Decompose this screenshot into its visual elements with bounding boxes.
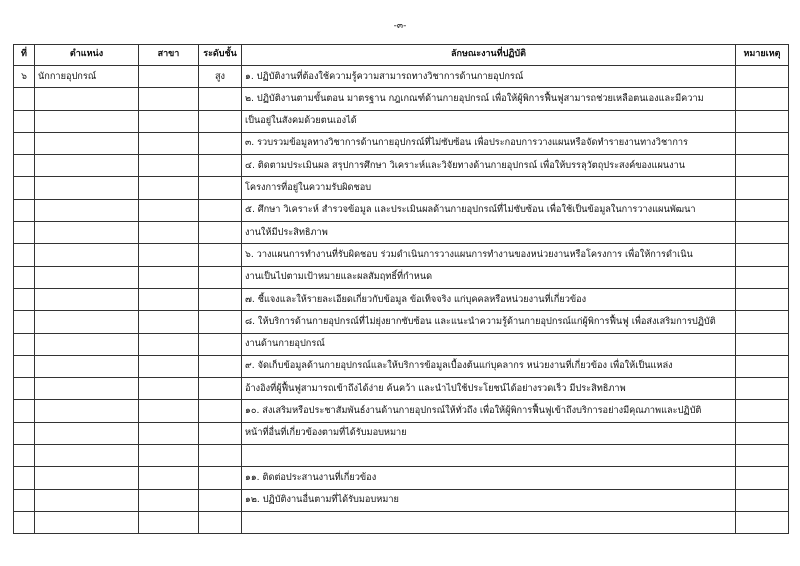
- cell-duty: เป็นอยู่ในสังคมด้วยตนเองได้: [242, 110, 736, 132]
- cell-no: [14, 244, 35, 266]
- cell-duty: ๕. ศึกษา วิเคราะห์ สำรวจข้อมูล และประเมินผลด้านกายอุปกรณ์ที่ไม่ซับซ้อน เพื่อใช้เป็นข้อมูลในการวางแผนพัฒนา: [242, 199, 736, 221]
- cell-remarks: [736, 199, 789, 221]
- page-number: -๓-: [393, 21, 407, 31]
- cell-duty: ๑๑. ติดต่อประสานงานที่เกี่ยวข้อง: [242, 467, 736, 489]
- cell-no: [14, 400, 35, 422]
- cell-duty: ๒. ปฏิบัติงานตามขั้นตอน มาตรฐาน กฎเกณฑ์ด้านกายอุปกรณ์ เพื่อให้ผู้พิการฟื้นฟูสามารถช่วยเหลือตนเองและมีความ: [242, 88, 736, 110]
- cell-level: [199, 333, 242, 355]
- cell-branch: [139, 489, 199, 511]
- cell-branch: [139, 355, 199, 377]
- cell-position: [35, 132, 139, 154]
- cell-position: [35, 177, 139, 199]
- cell-branch: [139, 199, 199, 221]
- cell-position: [35, 311, 139, 333]
- cell-remarks: [736, 378, 789, 400]
- cell-level: [199, 311, 242, 333]
- cell-branch: [139, 311, 199, 333]
- cell-remarks: [736, 467, 789, 489]
- cell-position: [35, 489, 139, 511]
- cell-remarks: [736, 88, 789, 110]
- table-row: [14, 422, 789, 444]
- cell-duty: ๗. ชี้แจงและให้รายละเอียดเกี่ยวกับข้อมูล ข้อเท็จจริง แก่บุคคลหรือหน่วยงานที่เกี่ยวข้อง: [242, 288, 736, 310]
- cell-level: [199, 132, 242, 154]
- cell-position: [35, 155, 139, 177]
- cell-position: [35, 400, 139, 422]
- cell-no: [14, 222, 35, 244]
- cell-no: [14, 445, 35, 467]
- cell-duty: งานให้มีประสิทธิภาพ: [242, 222, 736, 244]
- header-branch: สาขา: [139, 45, 199, 66]
- table-row: [14, 266, 789, 288]
- cell-position: [35, 445, 139, 467]
- cell-position: [35, 288, 139, 310]
- cell-remarks: [736, 511, 789, 533]
- cell-remarks: [736, 400, 789, 422]
- cell-level: [199, 177, 242, 199]
- cell-remarks: [736, 66, 789, 88]
- cell-level: [199, 155, 242, 177]
- table-header-row: [14, 45, 789, 66]
- cell-position: [35, 467, 139, 489]
- cell-no: [14, 422, 35, 444]
- cell-remarks: [736, 311, 789, 333]
- cell-position: นักกายอุปกรณ์: [35, 66, 139, 88]
- cell-no: [14, 355, 35, 377]
- header-no: ที่: [14, 45, 35, 66]
- cell-remarks: [736, 422, 789, 444]
- cell-remarks: [736, 266, 789, 288]
- cell-branch: [139, 244, 199, 266]
- table-row: [14, 311, 789, 333]
- table-row: [14, 222, 789, 244]
- cell-branch: [139, 266, 199, 288]
- cell-branch: [139, 400, 199, 422]
- table-row: [14, 378, 789, 400]
- cell-no: [14, 489, 35, 511]
- cell-no: [14, 199, 35, 221]
- cell-position: [35, 244, 139, 266]
- table-row: [14, 110, 789, 132]
- cell-duty: หน้าที่อื่นที่เกี่ยวข้องตามที่ได้รับมอบหมาย: [242, 422, 736, 444]
- cell-no: [14, 132, 35, 154]
- cell-position: [35, 378, 139, 400]
- cell-level: [199, 110, 242, 132]
- cell-duty: ๔. ติดตามประเมินผล สรุปการศึกษา วิเคราะห์และวิจัยทางด้านกายอุปกรณ์ เพื่อให้บรรลุวัตถุประสงค์ของแผนงาน: [242, 155, 736, 177]
- cell-level: [199, 511, 242, 533]
- header-position: ตำแหน่ง: [35, 45, 139, 66]
- cell-no: [14, 110, 35, 132]
- cell-level: [199, 445, 242, 467]
- cell-remarks: [736, 132, 789, 154]
- cell-duty: งานด้านกายอุปกรณ์: [242, 333, 736, 355]
- cell-position: [35, 88, 139, 110]
- cell-no: [14, 378, 35, 400]
- cell-duty: [242, 511, 736, 533]
- table-row: [14, 445, 789, 467]
- cell-no: [14, 333, 35, 355]
- cell-remarks: [736, 333, 789, 355]
- table-row: [14, 511, 789, 533]
- cell-position: [35, 355, 139, 377]
- cell-remarks: [736, 445, 789, 467]
- cell-level: [199, 467, 242, 489]
- cell-no: [14, 177, 35, 199]
- table-row: [14, 66, 789, 88]
- cell-duty: ๑๒. ปฏิบัติงานอื่นตามที่ได้รับมอบหมาย: [242, 489, 736, 511]
- cell-duty: ๖. วางแผนการทำงานที่รับผิดชอบ ร่วมดำเนินการวางแผนการทำงานของหน่วยงานหรือโครงการ เพื่อให้การดำเนิน: [242, 244, 736, 266]
- cell-no: [14, 155, 35, 177]
- cell-remarks: [736, 155, 789, 177]
- duty-table: [13, 44, 789, 534]
- cell-level: [199, 355, 242, 377]
- cell-branch: [139, 445, 199, 467]
- cell-remarks: [736, 355, 789, 377]
- cell-branch: [139, 177, 199, 199]
- cell-level: สูง: [199, 66, 242, 88]
- cell-branch: [139, 422, 199, 444]
- cell-branch: [139, 378, 199, 400]
- cell-branch: [139, 66, 199, 88]
- table-row: [14, 489, 789, 511]
- cell-position: [35, 511, 139, 533]
- table-row: [14, 288, 789, 310]
- cell-no: [14, 88, 35, 110]
- cell-level: [199, 266, 242, 288]
- cell-no: [14, 511, 35, 533]
- cell-remarks: [736, 288, 789, 310]
- cell-branch: [139, 222, 199, 244]
- cell-duty: งานเป็นไปตามเป้าหมายและผลสัมฤทธิ์ที่กำหนด: [242, 266, 736, 288]
- cell-branch: [139, 511, 199, 533]
- cell-no: [14, 266, 35, 288]
- cell-no: [14, 311, 35, 333]
- header-remarks: หมายเหตุ: [736, 45, 789, 66]
- cell-duty: ๑. ปฏิบัติงานที่ต้องใช้ความรู้ความสามารถทางวิชาการด้านกายอุปกรณ์: [242, 66, 736, 88]
- cell-duty: ๑๐. ส่งเสริมหรือประชาสัมพันธ์งานด้านกายอุปกรณ์ให้ทั่วถึง เพื่อให้ผู้พิการฟื้นฟูเข้าถึงบริการอย่างมีคุณภาพและปฏิบัติ: [242, 400, 736, 422]
- cell-branch: [139, 333, 199, 355]
- cell-position: [35, 110, 139, 132]
- cell-level: [199, 244, 242, 266]
- cell-level: [199, 199, 242, 221]
- cell-position: [35, 222, 139, 244]
- header-duties: ลักษณะงานที่ปฏิบัติ: [242, 45, 736, 66]
- cell-remarks: [736, 177, 789, 199]
- cell-branch: [139, 88, 199, 110]
- cell-remarks: [736, 110, 789, 132]
- cell-level: [199, 378, 242, 400]
- cell-level: [199, 288, 242, 310]
- cell-level: [199, 489, 242, 511]
- cell-level: [199, 400, 242, 422]
- cell-level: [199, 88, 242, 110]
- table-row: [14, 333, 789, 355]
- table-row: [14, 467, 789, 489]
- table-row: [14, 132, 789, 154]
- cell-branch: [139, 155, 199, 177]
- cell-duty: ๙. จัดเก็บข้อมูลด้านกายอุปกรณ์และให้บริการข้อมูลเบื้องต้นแก่บุคลากร หน่วยงานที่เกี่ยวข้อง เพื่อให้เป็นแหล่ง: [242, 355, 736, 377]
- cell-no: ๖: [14, 66, 35, 88]
- table-row: [14, 400, 789, 422]
- cell-level: [199, 222, 242, 244]
- cell-position: [35, 199, 139, 221]
- cell-position: [35, 333, 139, 355]
- cell-duty: ๘. ให้บริการด้านกายอุปกรณ์ที่ไม่ยุ่งยากซับซ้อน และแนะนำความรู้ด้านกายอุปกรณ์แก่ผู้พิการฟื้นฟู เพื่อส่งเสริมการปฏิบัติ: [242, 311, 736, 333]
- cell-branch: [139, 132, 199, 154]
- table-row: [14, 155, 789, 177]
- cell-duty: อ้างอิงที่ผู้ฟื้นฟูสามารถเข้าถึงได้ง่าย ค้นคว้า และนำไปใช้ประโยชน์ได้อย่างรวดเร็ว มีประสิทธิภาพ: [242, 378, 736, 400]
- cell-no: [14, 288, 35, 310]
- table-row: [14, 199, 789, 221]
- cell-remarks: [736, 222, 789, 244]
- table-row: [14, 88, 789, 110]
- header-level: ระดับชั้น: [199, 45, 242, 66]
- table-row: [14, 355, 789, 377]
- cell-branch: [139, 467, 199, 489]
- cell-position: [35, 266, 139, 288]
- cell-no: [14, 467, 35, 489]
- table-row: [14, 177, 789, 199]
- cell-level: [199, 422, 242, 444]
- cell-remarks: [736, 489, 789, 511]
- cell-duty: [242, 445, 736, 467]
- table-row: [14, 244, 789, 266]
- cell-duty: โครงการที่อยู่ในความรับผิดชอบ: [242, 177, 736, 199]
- cell-position: [35, 422, 139, 444]
- cell-branch: [139, 110, 199, 132]
- cell-duty: ๓. รวบรวมข้อมูลทางวิชาการด้านกายอุปกรณ์ที่ไม่ซับซ้อน เพื่อประกอบการวางแผนหรือจัดทำรายงานทางวิชาการ: [242, 132, 736, 154]
- cell-remarks: [736, 244, 789, 266]
- cell-branch: [139, 288, 199, 310]
